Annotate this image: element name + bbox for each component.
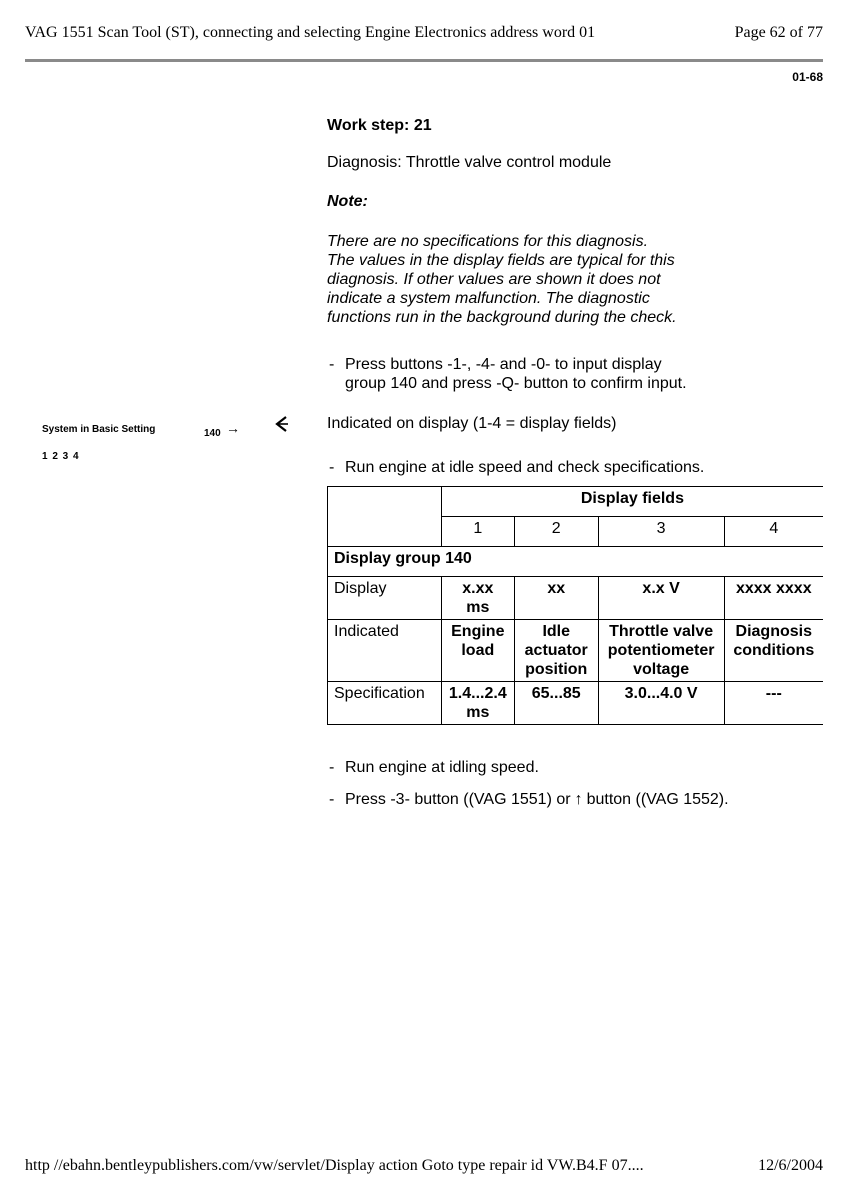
- press-step-line: group 140 and press -Q- button to confirm input.: [345, 375, 687, 392]
- cell-line: ms: [466, 599, 490, 616]
- row-label: Indicated: [328, 620, 442, 682]
- row-label: Specification: [328, 682, 442, 725]
- table-row: [328, 577, 824, 620]
- cell-line: conditions: [733, 642, 815, 659]
- run-idle-check-step: [327, 458, 704, 477]
- row-label: Display: [328, 577, 442, 620]
- table-cell: [598, 620, 724, 682]
- note-title: Note:: [327, 193, 368, 210]
- press-buttons-step: [327, 355, 687, 393]
- note-line: diagnosis. If other values are shown it does not: [327, 271, 661, 288]
- table-cell: [514, 682, 598, 725]
- table-row: [328, 547, 824, 577]
- table-row: [328, 487, 824, 517]
- table-corner-cell: [328, 487, 442, 547]
- table-cell: [514, 620, 598, 682]
- cell-line: Engine: [451, 623, 505, 640]
- page-indicator: Page 62 of 77: [734, 24, 823, 41]
- table-cell: [514, 577, 598, 620]
- press-step-line: Press buttons -1-, -4- and -0- to input display: [345, 356, 662, 373]
- dash-bullet: -: [329, 356, 335, 373]
- work-step-heading: [327, 116, 823, 135]
- run-idling-text: Run engine at idling speed.: [345, 759, 539, 776]
- footer-url: http //ebahn.bentleypublishers.com/vw/servlet/Display action Goto type repair id VW.B4.F 07....: [25, 1157, 644, 1174]
- dash-bullet: -: [329, 759, 335, 776]
- cell-line: xxxx xxxx: [735, 580, 812, 597]
- cell-line: actuator: [524, 642, 588, 659]
- cell-line: x.x V: [642, 580, 680, 597]
- table-cell: [441, 682, 514, 725]
- table-cell: [598, 682, 724, 725]
- field-number-cell: 4: [724, 517, 823, 547]
- table-cell: [724, 620, 823, 682]
- table-cell: [598, 577, 724, 620]
- work-step-title: Work step: 21: [327, 117, 432, 134]
- cell-line: 3.0...4.0 V: [624, 685, 698, 702]
- display-group-table: [327, 486, 823, 725]
- cell-line: Diagnosis: [735, 623, 812, 640]
- display-field-numbers: 1 2 3 4: [42, 451, 80, 462]
- press-3-line: [345, 790, 729, 809]
- cell-line: Throttle valve: [609, 623, 714, 640]
- dash-bullet: -: [329, 791, 335, 808]
- display-group-label: Display group 140: [328, 547, 824, 577]
- table-cell: [441, 620, 514, 682]
- cell-line: potentiometer: [607, 642, 715, 659]
- display-fields-header: Display fields: [441, 487, 823, 517]
- note-line: The values in the display fields are typical for this: [327, 252, 675, 269]
- table-row: [328, 682, 824, 725]
- table-cell: [724, 577, 823, 620]
- cell-line: xx: [547, 580, 566, 597]
- footer-date: 12/6/2004: [758, 1157, 823, 1174]
- document-title: VAG 1551 Scan Tool (ST), connecting and selecting Engine Electronics address word 01: [25, 24, 596, 41]
- press-3-step: [327, 790, 729, 809]
- press-3-text: Press -3- button ((VAG 1551) or: [345, 791, 571, 808]
- field-number-cell: 3: [598, 517, 724, 547]
- up-arrow-icon: ↑: [574, 791, 583, 808]
- note-line: indicate a system malfunction. The diagnostic: [327, 290, 650, 307]
- run-idle-check-text: Run engine at idle speed and check specifications.: [345, 459, 705, 476]
- display-status-label: System in Basic Setting: [42, 424, 156, 435]
- table-cell: [441, 577, 514, 620]
- diagnosis-text: Diagnosis: Throttle valve control module: [327, 154, 612, 171]
- note-line: There are no specifications for this diagnosis.: [327, 233, 649, 250]
- note-body: [327, 232, 727, 327]
- field-number-cell: 1: [441, 517, 514, 547]
- dash-bullet: -: [329, 459, 335, 476]
- cell-line: ms: [466, 704, 490, 721]
- table-cell: [724, 682, 823, 725]
- pointer-hand-icon: [273, 415, 289, 433]
- cell-line: 1.4...2.4: [448, 685, 507, 702]
- cell-line: Idle: [542, 623, 570, 640]
- field-number-cell: 2: [514, 517, 598, 547]
- cell-line: load: [461, 642, 495, 659]
- cell-line: voltage: [633, 661, 690, 678]
- press-3-text-end: button ((VAG 1552).: [586, 791, 729, 808]
- display-group-number: 140: [204, 428, 221, 439]
- cell-line: x.xx: [462, 580, 494, 597]
- indicated-display-text: Indicated on display (1-4 = display fields): [327, 415, 617, 432]
- table-row: [328, 620, 824, 682]
- page-code: 01-68: [792, 70, 823, 84]
- header-divider: [25, 59, 823, 62]
- cell-line: ---: [765, 685, 782, 702]
- note-line: functions run in the background during the check.: [327, 309, 677, 326]
- right-arrow-icon: →: [226, 420, 240, 436]
- cell-line: position: [525, 661, 588, 678]
- cell-line: 65...85: [531, 685, 581, 702]
- run-idling-step: [327, 758, 539, 777]
